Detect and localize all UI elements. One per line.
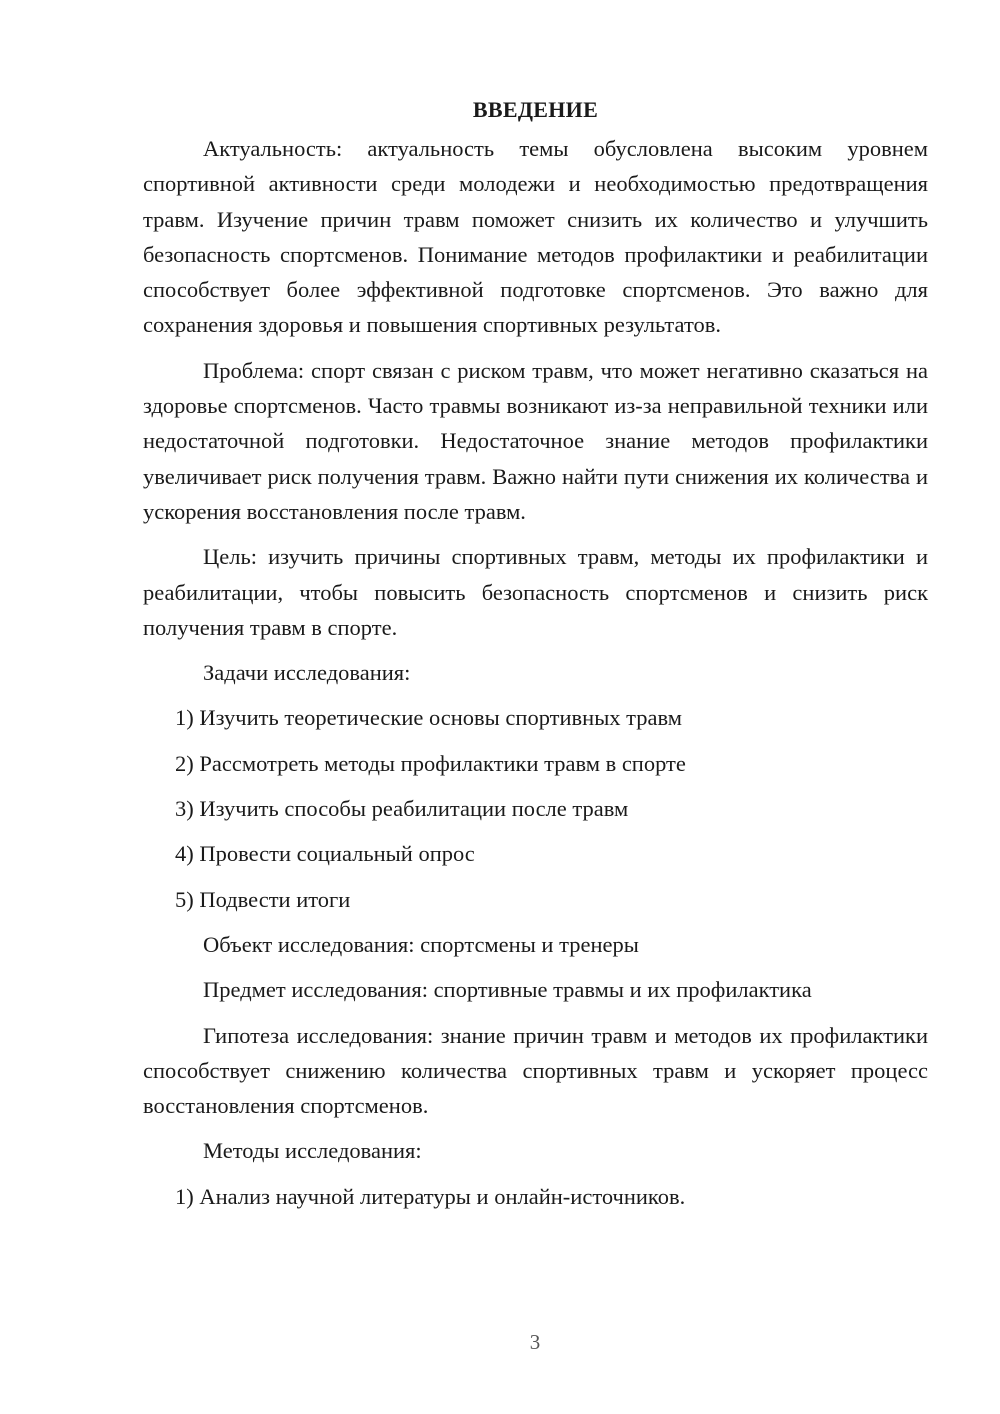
task-item: 1) Изучить теоретические основы спортивных травм [175, 705, 683, 731]
page-number: 3 [529, 1330, 541, 1354]
hypothesis-paragraph: Гипотеза исследования: знание причин травм и методов их профилактики способствует снижению количества спортивных травм и ускоряет процесс восстановления спортсменов. [143, 1022, 928, 1119]
method-item: 1) Анализ научной литературы и онлайн-источников. [175, 1183, 686, 1209]
relevance-paragraph: Актуальность: актуальность темы обусловлена высоким уровнем спортивной активности среди молодежи и необходимостью предотвращения травм. Изучение причин травм поможет снизить их количество и улучшить безопасность спортсменов. Понимание методов профилактики и реабилитации способствует более эффективной подготовке спортсменов. Это важно для сохранения здоровья и повышения спортивных результатов. [143, 136, 928, 338]
task-item: 3) Изучить способы реабилитации после травм [175, 796, 629, 822]
goal-paragraph: Цель: изучить причины спортивных травм, методы их профилактики и реабилитации, чтобы повысить безопасность спортсменов и снизить риск получения травм в спорте. [143, 544, 928, 640]
research-subject: Предмет исследования: спортивные травмы и их профилактика [203, 977, 812, 1003]
section-title: ВВЕДЕНИЕ [472, 97, 599, 122]
tasks-heading: Задачи исследования: [203, 660, 411, 686]
methods-heading: Методы исследования: [203, 1138, 422, 1164]
task-item: 4) Провести социальный опрос [175, 841, 475, 867]
document-page [143, 92, 928, 1224]
task-item: 2) Рассмотреть методы профилактики травм в спорте [175, 750, 686, 776]
task-item: 5) Подвести итоги [175, 886, 351, 912]
problem-paragraph: Проблема: спорт связан с риском травм, что может негативно сказаться на здоровье спортсменов. Часто травмы возникают из-за неправильной техники или недостаточной подготовки. Недостаточное знание методов профилактики увеличивает риск получения травм. Важно найти пути снижения их количества и ускорения восстановления после травм. [143, 357, 928, 524]
research-object: Объект исследования: спортсмены и тренеры [203, 931, 639, 957]
